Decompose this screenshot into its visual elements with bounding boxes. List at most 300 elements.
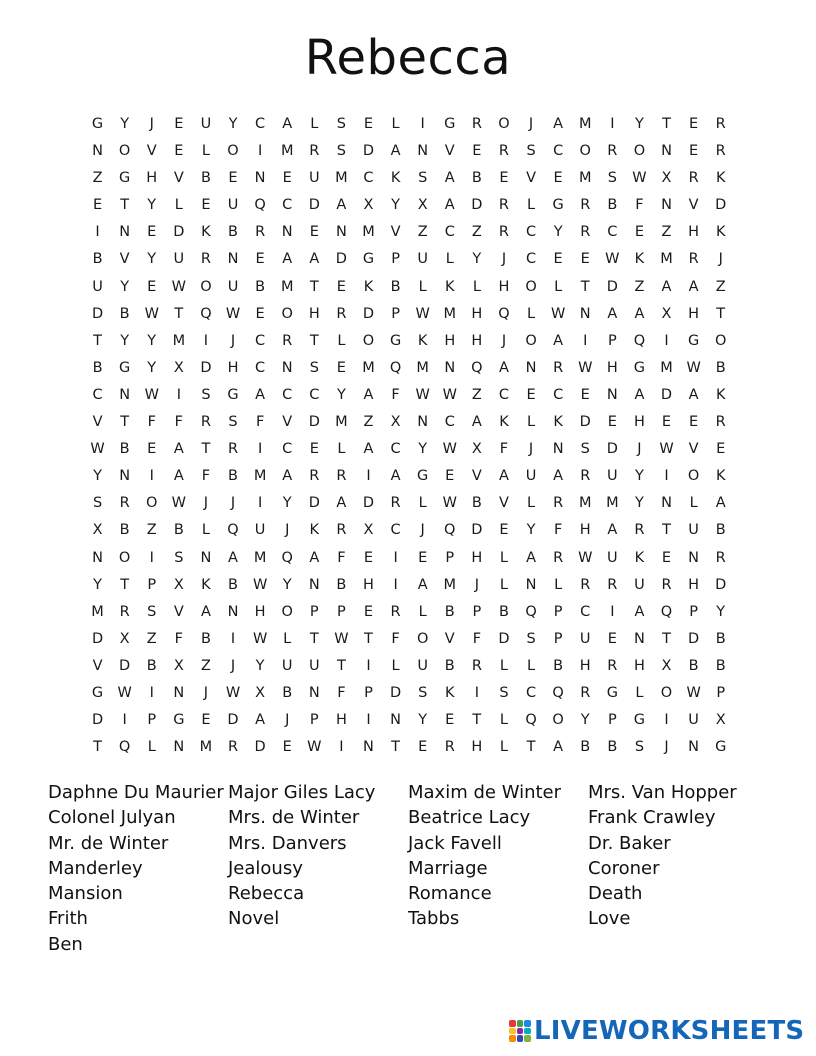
grid-letter[interactable]: O — [687, 468, 700, 485]
grid-letter[interactable]: I — [583, 332, 588, 349]
grid-letter[interactable]: D — [389, 684, 402, 701]
grid-letter[interactable]: J — [474, 576, 479, 593]
grid-letter[interactable]: M — [578, 495, 592, 512]
grid-letter[interactable]: Q — [444, 522, 456, 539]
grid-letter[interactable]: O — [227, 143, 239, 160]
grid-letter[interactable]: D — [579, 414, 591, 431]
grid-letter[interactable]: E — [92, 197, 103, 214]
grid-letter[interactable]: N — [92, 143, 103, 160]
grid-letter[interactable]: P — [716, 684, 726, 701]
grid-letter[interactable]: R — [580, 576, 591, 593]
grid-letter[interactable]: W — [632, 170, 647, 187]
grid-letter[interactable]: K — [390, 170, 401, 187]
grid-letter[interactable]: N — [200, 549, 212, 566]
grid-letter[interactable]: B — [498, 603, 509, 620]
grid-letter[interactable]: M — [172, 332, 186, 349]
grid-letter[interactable]: D — [91, 712, 104, 729]
grid-letter[interactable]: F — [337, 549, 346, 566]
grid-letter[interactable]: Y — [391, 197, 400, 214]
grid-letter[interactable]: K — [445, 278, 455, 295]
grid-letter[interactable]: U — [417, 657, 428, 674]
grid-letter[interactable]: O — [362, 332, 375, 349]
grid-letter[interactable]: K — [715, 386, 726, 403]
grid-letter[interactable]: A — [634, 386, 645, 403]
grid-letter[interactable]: R — [119, 495, 130, 512]
grid-letter[interactable]: E — [580, 386, 590, 403]
grid-letter[interactable]: Z — [715, 278, 726, 295]
grid-letter[interactable]: X — [661, 657, 672, 674]
grid-letter[interactable]: B — [607, 197, 618, 214]
grid-letter[interactable]: S — [309, 359, 319, 376]
grid-letter[interactable]: N — [390, 712, 401, 729]
grid-letter[interactable]: O — [118, 549, 131, 566]
grid-letter[interactable]: L — [499, 549, 508, 566]
grid-letter[interactable]: S — [174, 549, 184, 566]
grid-letter[interactable]: L — [499, 657, 508, 674]
grid-letter[interactable]: U — [308, 657, 320, 674]
grid-letter[interactable]: R — [688, 170, 699, 187]
grid-letter[interactable]: M — [443, 305, 457, 322]
grid-letter[interactable]: V — [688, 197, 699, 214]
grid-letter[interactable]: T — [309, 332, 319, 349]
grid-letter[interactable]: C — [553, 143, 564, 160]
grid-letter[interactable]: O — [660, 684, 673, 701]
grid-letter[interactable]: C — [92, 386, 103, 403]
grid-letter[interactable]: U — [281, 657, 293, 674]
grid-letter[interactable]: Q — [200, 305, 212, 322]
grid-letter[interactable]: O — [714, 332, 727, 349]
grid-letter[interactable]: F — [553, 522, 563, 539]
grid-letter[interactable]: D — [688, 630, 700, 647]
grid-letter[interactable]: I — [420, 116, 425, 132]
grid-letter[interactable]: L — [391, 116, 400, 132]
grid-letter[interactable]: P — [472, 603, 482, 620]
grid-letter[interactable]: L — [499, 576, 508, 593]
grid-letter[interactable]: P — [553, 603, 563, 620]
grid-letter[interactable]: T — [391, 739, 400, 756]
grid-letter[interactable]: B — [200, 170, 211, 187]
grid-letter[interactable]: E — [580, 251, 590, 268]
grid-letter[interactable]: L — [418, 603, 427, 620]
grid-letter[interactable]: J — [230, 495, 236, 512]
grid-letter[interactable]: H — [688, 224, 700, 241]
grid-letter[interactable]: H — [363, 576, 374, 593]
grid-letter[interactable]: M — [443, 576, 457, 593]
grid-letter[interactable]: N — [173, 739, 185, 756]
grid-letter[interactable]: K — [445, 684, 455, 701]
grid-letter[interactable]: H — [335, 712, 347, 729]
grid-letter[interactable]: Q — [498, 305, 510, 322]
grid-letter[interactable]: V — [173, 170, 184, 187]
grid-letter[interactable]: A — [336, 197, 347, 214]
grid-letter[interactable]: S — [526, 143, 536, 160]
grid-letter[interactable]: O — [281, 603, 293, 620]
grid-letter[interactable]: Y — [120, 116, 130, 132]
grid-letter[interactable]: W — [442, 386, 457, 403]
grid-letter[interactable]: A — [498, 468, 509, 485]
grid-letter[interactable]: W — [307, 739, 322, 756]
grid-letter[interactable]: Q — [552, 684, 564, 701]
grid-letter[interactable]: A — [309, 549, 320, 566]
grid-letter[interactable]: J — [285, 712, 290, 729]
grid-letter[interactable]: S — [336, 116, 346, 132]
grid-letter[interactable]: N — [444, 359, 456, 376]
grid-letter[interactable]: Y — [634, 468, 644, 485]
grid-letter[interactable]: J — [285, 522, 290, 539]
grid-letter[interactable]: J — [420, 522, 425, 539]
grid-letter[interactable]: C — [607, 224, 618, 241]
grid-letter[interactable]: R — [227, 739, 239, 756]
grid-letter[interactable]: Z — [146, 630, 157, 647]
grid-letter[interactable]: P — [689, 603, 698, 620]
grid-letter[interactable]: E — [282, 170, 292, 187]
grid-letter[interactable]: R — [580, 684, 591, 701]
grid-letter[interactable]: L — [310, 116, 319, 132]
grid-letter[interactable]: N — [688, 549, 700, 566]
grid-letter[interactable]: T — [580, 278, 590, 295]
grid-letter[interactable]: L — [554, 278, 563, 295]
grid-letter[interactable]: N — [552, 441, 564, 458]
grid-letter[interactable]: T — [336, 657, 346, 674]
grid-letter[interactable]: Y — [634, 116, 644, 132]
grid-letter[interactable]: A — [553, 739, 564, 756]
grid-letter[interactable]: D — [254, 739, 266, 756]
grid-letter[interactable]: Z — [200, 657, 211, 674]
grid-letter[interactable]: F — [635, 197, 644, 214]
grid-letter[interactable]: N — [525, 576, 537, 593]
grid-letter[interactable]: U — [579, 630, 591, 647]
grid-letter[interactable]: X — [173, 657, 184, 674]
grid-letter[interactable]: J — [501, 251, 507, 268]
grid-letter[interactable]: E — [418, 549, 428, 566]
grid-letter[interactable]: H — [254, 603, 266, 620]
grid-letter[interactable]: L — [174, 197, 183, 214]
grid-letter[interactable]: A — [200, 603, 211, 620]
grid-letter[interactable]: T — [120, 197, 130, 214]
grid-letter[interactable]: R — [200, 251, 211, 268]
grid-letter[interactable]: O — [118, 143, 131, 160]
grid-letter[interactable]: B — [553, 657, 564, 674]
grid-letter[interactable]: L — [445, 251, 454, 268]
grid-letter[interactable]: J — [203, 495, 209, 512]
grid-letter[interactable]: C — [525, 251, 537, 268]
grid-letter[interactable]: O — [525, 332, 537, 349]
grid-letter[interactable]: T — [662, 522, 671, 539]
grid-letter[interactable]: Z — [661, 224, 672, 241]
grid-letter[interactable]: E — [174, 116, 184, 132]
grid-letter[interactable]: F — [174, 630, 183, 647]
grid-letter[interactable]: I — [176, 386, 181, 403]
grid-letter[interactable]: B — [715, 522, 726, 539]
grid-letter[interactable]: S — [418, 170, 428, 187]
grid-letter[interactable]: C — [282, 386, 293, 403]
grid-letter[interactable]: G — [687, 332, 700, 349]
grid-letter[interactable]: D — [91, 630, 104, 647]
grid-letter[interactable]: W — [550, 305, 566, 322]
grid-letter[interactable]: U — [417, 251, 428, 268]
grid-letter[interactable]: H — [688, 576, 700, 593]
grid-letter[interactable]: S — [147, 603, 157, 620]
grid-letter[interactable]: N — [579, 305, 591, 322]
grid-letter[interactable]: E — [228, 170, 238, 187]
grid-letter[interactable]: H — [606, 359, 618, 376]
grid-letter[interactable]: Y — [147, 359, 157, 376]
grid-letter[interactable]: Q — [118, 739, 131, 756]
grid-letter[interactable]: K — [309, 522, 320, 539]
grid-letter[interactable]: W — [686, 684, 701, 701]
grid-letter[interactable]: P — [445, 549, 455, 566]
grid-letter[interactable]: I — [610, 116, 615, 132]
grid-letter[interactable]: R — [607, 576, 618, 593]
grid-letter[interactable]: J — [637, 441, 642, 458]
grid-letter[interactable]: N — [281, 224, 293, 241]
grid-letter[interactable]: R — [553, 359, 564, 376]
grid-letter[interactable]: X — [661, 305, 672, 322]
grid-letter[interactable]: H — [471, 739, 483, 756]
grid-letter[interactable]: V — [688, 441, 699, 458]
grid-letter[interactable]: J — [230, 657, 236, 674]
grid-letter[interactable]: Q — [525, 712, 537, 729]
grid-letter[interactable]: S — [607, 170, 617, 187]
grid-letter[interactable]: L — [499, 712, 508, 729]
grid-letter[interactable]: Z — [363, 414, 374, 431]
grid-letter[interactable]: A — [309, 251, 320, 268]
grid-letter[interactable]: R — [580, 224, 591, 241]
grid-letter[interactable]: T — [472, 712, 482, 729]
grid-letter[interactable]: X — [92, 522, 103, 539]
grid-letter[interactable]: I — [95, 224, 100, 241]
grid-letter[interactable]: D — [471, 197, 483, 214]
grid-letter[interactable]: S — [336, 143, 346, 160]
grid-letter[interactable]: A — [255, 386, 266, 403]
grid-letter[interactable]: L — [147, 739, 156, 756]
grid-letter[interactable]: I — [474, 684, 479, 701]
grid-letter[interactable]: D — [119, 657, 131, 674]
grid-letter[interactable]: R — [715, 549, 726, 566]
grid-letter[interactable]: B — [119, 522, 130, 539]
grid-letter[interactable]: A — [282, 116, 293, 132]
grid-letter[interactable]: J — [501, 332, 507, 349]
grid-letter[interactable]: I — [393, 549, 398, 566]
grid-letter[interactable]: E — [336, 359, 346, 376]
grid-letter[interactable]: L — [689, 495, 698, 512]
grid-letter[interactable]: D — [498, 630, 510, 647]
grid-letter[interactable]: W — [415, 305, 430, 322]
grid-letter[interactable]: R — [119, 603, 130, 620]
grid-letter[interactable]: Y — [580, 712, 590, 729]
grid-letter[interactable]: B — [92, 251, 103, 268]
grid-letter[interactable]: U — [227, 197, 239, 214]
grid-letter[interactable]: X — [661, 170, 672, 187]
grid-letter[interactable]: T — [662, 630, 671, 647]
grid-letter[interactable]: M — [578, 170, 592, 187]
grid-letter[interactable]: D — [715, 197, 727, 214]
grid-letter[interactable]: I — [203, 332, 209, 349]
grid-letter[interactable]: X — [715, 712, 726, 729]
grid-letter[interactable]: U — [200, 116, 212, 132]
grid-letter[interactable]: T — [120, 414, 130, 431]
grid-letter[interactable]: I — [149, 549, 154, 566]
grid-letter[interactable]: U — [525, 468, 537, 485]
grid-letter[interactable]: B — [228, 576, 238, 593]
grid-letter[interactable]: E — [472, 143, 482, 160]
grid-letter[interactable]: T — [201, 441, 211, 458]
grid-letter[interactable]: C — [282, 197, 293, 214]
grid-letter[interactable]: U — [634, 576, 645, 593]
grid-letter[interactable]: A — [444, 197, 455, 214]
grid-letter[interactable]: K — [715, 468, 726, 485]
grid-letter[interactable]: R — [553, 495, 564, 512]
grid-letter[interactable]: E — [689, 143, 699, 160]
grid-letter[interactable]: X — [471, 441, 482, 458]
grid-letter[interactable]: D — [471, 522, 483, 539]
grid-letter[interactable]: G — [119, 170, 131, 187]
grid-letter[interactable]: A — [390, 143, 401, 160]
grid-letter[interactable]: K — [201, 576, 211, 593]
grid-letter[interactable]: H — [471, 305, 483, 322]
grid-letter[interactable]: E — [201, 712, 211, 729]
grid-letter[interactable]: E — [336, 278, 346, 295]
grid-letter[interactable]: C — [498, 386, 510, 403]
grid-letter[interactable]: D — [308, 197, 320, 214]
grid-letter[interactable]: A — [173, 468, 184, 485]
grid-letter[interactable]: B — [200, 630, 211, 647]
grid-letter[interactable]: Y — [120, 278, 130, 295]
grid-letter[interactable]: D — [715, 576, 727, 593]
grid-letter[interactable]: N — [227, 251, 239, 268]
grid-letter[interactable]: D — [91, 305, 104, 322]
grid-letter[interactable]: L — [391, 657, 400, 674]
grid-letter[interactable]: H — [146, 170, 158, 187]
grid-letter[interactable]: A — [607, 522, 618, 539]
grid-letter[interactable]: G — [91, 116, 104, 132]
grid-letter[interactable]: N — [335, 224, 347, 241]
grid-letter[interactable]: N — [363, 739, 374, 756]
grid-letter[interactable]: N — [92, 549, 103, 566]
grid-letter[interactable]: M — [280, 143, 294, 160]
grid-letter[interactable]: L — [418, 278, 427, 295]
grid-letter[interactable]: N — [173, 684, 185, 701]
grid-letter[interactable]: R — [498, 143, 509, 160]
grid-letter[interactable]: Q — [281, 549, 293, 566]
grid-letter[interactable]: M — [362, 359, 375, 376]
grid-letter[interactable]: D — [362, 143, 375, 160]
grid-letter[interactable]: I — [664, 468, 669, 485]
grid-letter[interactable]: P — [147, 576, 157, 593]
grid-letter[interactable]: H — [633, 657, 645, 674]
grid-letter[interactable]: L — [418, 495, 427, 512]
grid-letter[interactable]: E — [363, 603, 374, 620]
grid-letter[interactable]: G — [715, 739, 727, 756]
grid-letter[interactable]: B — [715, 630, 726, 647]
grid-letter[interactable]: I — [664, 712, 669, 729]
grid-letter[interactable]: G — [417, 468, 429, 485]
grid-letter[interactable]: W — [578, 359, 593, 376]
grid-letter[interactable]: E — [661, 549, 672, 566]
grid-letter[interactable]: C — [525, 684, 537, 701]
grid-letter[interactable]: E — [255, 251, 265, 268]
grid-letter[interactable]: B — [146, 657, 157, 674]
grid-letter[interactable]: M — [253, 549, 267, 566]
grid-letter[interactable]: H — [227, 359, 239, 376]
grid-letter[interactable]: B — [715, 359, 726, 376]
grid-letter[interactable]: V — [92, 414, 103, 431]
grid-letter[interactable]: H — [633, 414, 645, 431]
grid-letter[interactable]: N — [606, 386, 618, 403]
grid-letter[interactable]: A — [282, 468, 293, 485]
grid-letter[interactable]: E — [499, 170, 509, 187]
grid-letter[interactable]: B — [471, 170, 482, 187]
grid-letter[interactable]: Z — [471, 224, 482, 241]
grid-letter[interactable]: I — [393, 576, 398, 593]
grid-letter[interactable]: P — [391, 251, 400, 268]
grid-letter[interactable]: R — [227, 441, 239, 458]
grid-letter[interactable]: Q — [471, 359, 483, 376]
grid-letter[interactable]: V — [471, 468, 482, 485]
grid-letter[interactable]: R — [715, 414, 726, 431]
grid-letter[interactable]: W — [605, 251, 620, 268]
grid-letter[interactable]: I — [339, 739, 344, 756]
grid-letter[interactable]: X — [173, 576, 184, 593]
grid-letter[interactable]: N — [227, 603, 239, 620]
grid-letter[interactable]: C — [444, 224, 455, 241]
grid-letter[interactable]: E — [147, 441, 157, 458]
grid-letter[interactable]: T — [526, 739, 536, 756]
grid-letter[interactable]: S — [634, 739, 645, 756]
grid-letter[interactable]: X — [417, 197, 428, 214]
grid-letter[interactable]: B — [390, 278, 401, 295]
grid-letter[interactable]: R — [607, 657, 618, 674]
grid-letter[interactable]: W — [117, 684, 132, 701]
grid-letter[interactable]: L — [527, 414, 536, 431]
grid-letter[interactable]: E — [309, 224, 319, 241]
grid-letter[interactable]: Q — [660, 603, 673, 620]
grid-letter[interactable]: T — [120, 576, 130, 593]
grid-letter[interactable]: A — [498, 359, 509, 376]
grid-letter[interactable]: B — [444, 657, 455, 674]
grid-letter[interactable]: M — [280, 278, 294, 295]
grid-letter[interactable]: L — [499, 739, 508, 756]
grid-letter[interactable]: C — [255, 359, 266, 376]
grid-letter[interactable]: L — [527, 495, 536, 512]
grid-letter[interactable]: Y — [526, 522, 536, 539]
grid-letter[interactable]: A — [634, 603, 645, 620]
grid-letter[interactable]: U — [254, 522, 266, 539]
grid-letter[interactable]: N — [308, 684, 320, 701]
grid-letter[interactable]: R — [634, 522, 645, 539]
grid-letter[interactable]: N — [661, 495, 672, 512]
grid-letter[interactable]: P — [309, 712, 319, 729]
grid-letter[interactable]: E — [445, 468, 455, 485]
grid-letter[interactable]: U — [308, 170, 320, 187]
grid-letter[interactable]: Q — [227, 522, 239, 539]
grid-letter[interactable]: W — [686, 359, 701, 376]
grid-letter[interactable]: G — [91, 684, 104, 701]
grid-letter[interactable]: C — [390, 522, 401, 539]
grid-letter[interactable]: M — [199, 739, 213, 756]
grid-letter[interactable]: B — [92, 359, 103, 376]
grid-letter[interactable]: W — [415, 386, 430, 403]
grid-letter[interactable]: B — [282, 684, 293, 701]
grid-letter[interactable]: D — [227, 712, 239, 729]
grid-letter[interactable]: A — [607, 305, 618, 322]
grid-letter[interactable]: R — [390, 495, 401, 512]
grid-letter[interactable]: M — [578, 116, 592, 132]
grid-letter[interactable]: F — [255, 414, 265, 431]
grid-letter[interactable]: J — [528, 441, 534, 458]
grid-letter[interactable]: R — [688, 251, 699, 268]
grid-letter[interactable]: S — [499, 684, 509, 701]
